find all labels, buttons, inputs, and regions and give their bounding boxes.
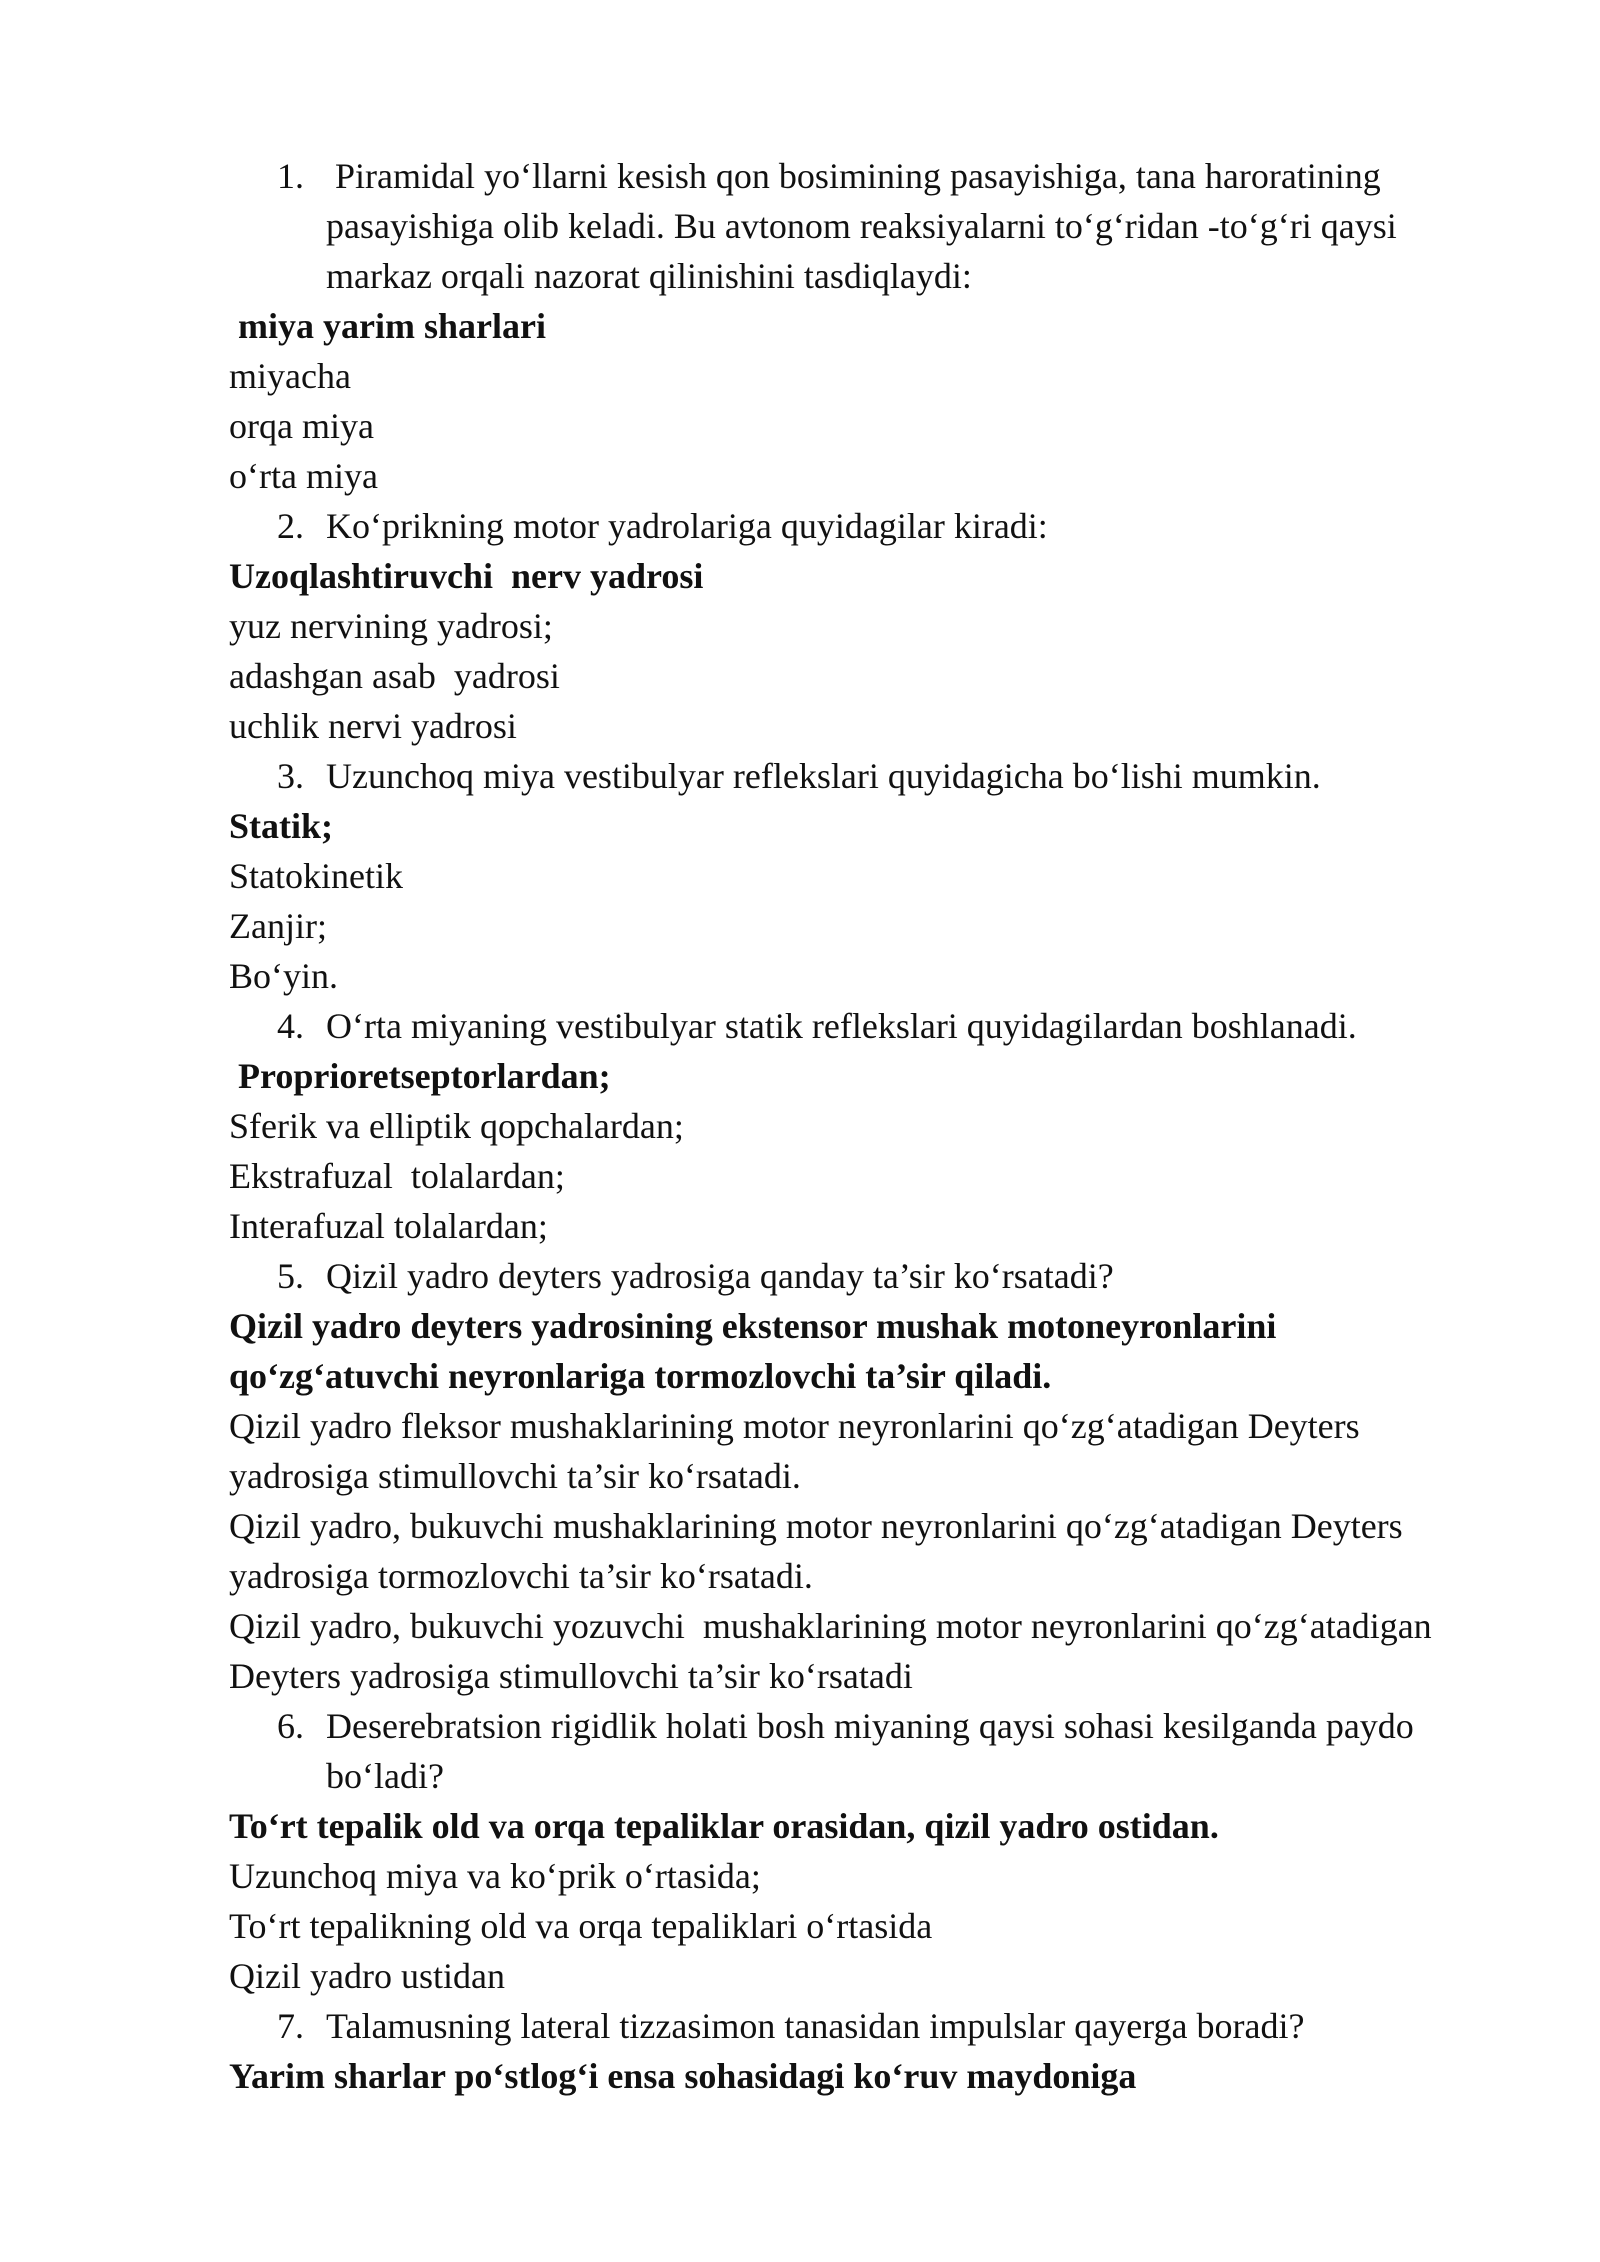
question-text-line: Talamusning lateral tizzasimon tanasidan impulslar qayerga boradi? <box>326 2006 1305 2046</box>
answer-option: yadrosiga stimullovchi ta’sir ko‘rsatadi. <box>229 1456 801 1496</box>
question-number: 4. <box>277 1006 304 1046</box>
answer-option: yuz nervining yadrosi; <box>229 606 553 646</box>
question-text-line: O‘rta miyaning vestibulyar statik reflekslari quyidagilardan boshlanadi. <box>326 1006 1357 1046</box>
answer-option: Zanjir; <box>229 906 327 946</box>
correct-answer: Qizil yadro deyters yadrosining ekstensor mushak motoneyronlarini <box>229 1306 1277 1346</box>
correct-answer: Uzoqlashtiruvchi nerv yadrosi <box>229 556 704 596</box>
question-number: 1. <box>277 156 304 196</box>
question-number: 6. <box>277 1706 304 1746</box>
correct-answer: miya yarim sharlari <box>229 306 546 346</box>
answer-option: o‘rta miya <box>229 456 378 496</box>
correct-answer: Yarim sharlar po‘stlog‘i ensa sohasidagi ko‘ruv maydoniga <box>229 2056 1137 2096</box>
answer-option: Qizil yadro, bukuvchi yozuvchi mushaklarining motor neyronlarini qo‘zg‘atadigan <box>229 1606 1432 1646</box>
answer-option: Qizil yadro fleksor mushaklarining motor neyronlarini qo‘zg‘atadigan Deyters <box>229 1406 1360 1446</box>
answer-option: miyacha <box>229 356 351 396</box>
question-text-line: Piramidal yo‘llarni kesish qon bosimining pasayishiga, tana haroratining <box>326 156 1381 196</box>
answer-option: uchlik nervi yadrosi <box>229 706 517 746</box>
question-text-line: Ko‘prikning motor yadrolariga quyidagilar kiradi: <box>326 506 1048 546</box>
answer-option: Qizil yadro ustidan <box>229 1956 505 1996</box>
answer-option: adashgan asab yadrosi <box>229 656 560 696</box>
answer-option: Qizil yadro, bukuvchi mushaklarining motor neyronlarini qo‘zg‘atadigan Deyters <box>229 1506 1403 1546</box>
question-text-line: pasayishiga olib keladi. Bu avtonom reaksiyalarni to‘g‘ridan -to‘g‘ri qaysi <box>326 206 1397 246</box>
question-number: 2. <box>277 506 304 546</box>
answer-option: Statokinetik <box>229 856 403 896</box>
answer-option: Interafuzal tolalardan; <box>229 1206 548 1246</box>
answer-option: Bo‘yin. <box>229 956 339 996</box>
answer-option: orqa miya <box>229 406 374 446</box>
question-number: 7. <box>277 2006 304 2046</box>
question-text-line: markaz orqali nazorat qilinishini tasdiqlaydi: <box>326 256 972 296</box>
question-text-line: Deserebratsion rigidlik holati bosh miyaning qaysi sohasi kesilganda paydo <box>326 1706 1414 1746</box>
answer-option: Uzunchoq miya va ko‘prik o‘rtasida; <box>229 1856 761 1896</box>
question-text-line: bo‘ladi? <box>326 1756 444 1796</box>
correct-answer: To‘rt tepalik old va orqa tepaliklar orasidan, qizil yadro ostidan. <box>229 1806 1219 1846</box>
correct-answer: Statik; <box>229 806 334 846</box>
question-text-line: Uzunchoq miya vestibulyar reflekslari quyidagicha bo‘lishi mumkin. <box>326 756 1321 796</box>
correct-answer: Proprioretseptorlardan; <box>229 1056 611 1096</box>
correct-answer: qo‘zg‘atuvchi neyronlariga tormozlovchi ta’sir qiladi. <box>229 1356 1052 1396</box>
answer-option: Sferik va elliptik qopchalardan; <box>229 1106 684 1146</box>
answer-option: To‘rt tepalikning old va orqa tepaliklari o‘rtasida <box>229 1906 933 1946</box>
question-text-line: Qizil yadro deyters yadrosiga qanday ta’sir ko‘rsatadi? <box>326 1256 1114 1296</box>
answer-option: yadrosiga tormozlovchi ta’sir ko‘rsatadi. <box>229 1556 813 1596</box>
question-number: 3. <box>277 756 304 796</box>
answer-option: Ekstrafuzal tolalardan; <box>229 1156 565 1196</box>
answer-option: Deyters yadrosiga stimullovchi ta’sir ko‘rsatadi <box>229 1656 913 1696</box>
question-number: 5. <box>277 1256 304 1296</box>
